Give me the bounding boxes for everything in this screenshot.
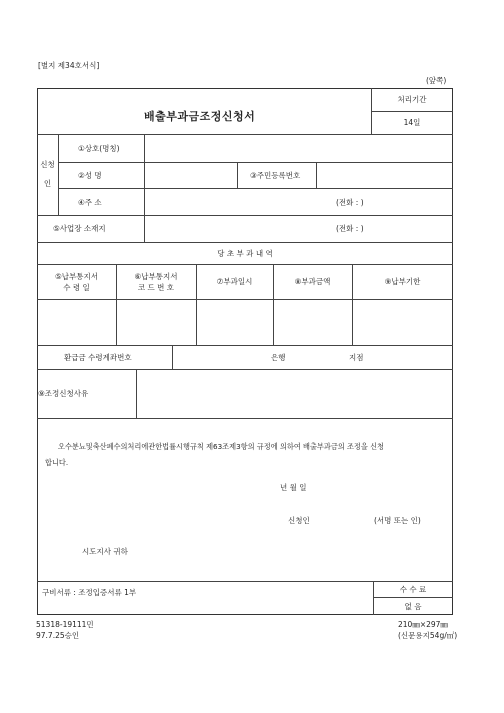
- signature-field[interactable]: (서명 또는 인): [374, 516, 421, 525]
- date-field[interactable]: 년 월 일: [280, 483, 307, 492]
- address-phone-field[interactable]: (전화 : ): [336, 198, 364, 207]
- column-header-levy-amount: ⑧부과금액: [294, 277, 331, 286]
- code-number-cell[interactable]: [117, 300, 195, 344]
- address-label: ④주 소: [78, 198, 102, 207]
- form-code: 51318-19111민: [36, 620, 94, 629]
- required-documents: 구비서류 : 조정입증서류 1부: [42, 588, 137, 597]
- approval-date: 97.7.25승인: [36, 631, 80, 640]
- column-header-receipt-date: ⑤납부통지서: [55, 272, 98, 281]
- applicant-group-label: 신청: [40, 160, 55, 169]
- original-levy-section-title: 당 초 부 과 내 역: [217, 249, 273, 258]
- applicant-group-label-2: 인: [43, 179, 52, 188]
- processing-period-value: 14일: [403, 118, 421, 127]
- paper-type: (신문용지54g/㎡): [398, 631, 458, 640]
- column-header-due-date: ⑨납부기한: [384, 277, 421, 286]
- business-site-label: ⑤사업장 소재지: [53, 224, 106, 233]
- statement-text-2: 합니다.: [45, 458, 69, 467]
- person-name-label: ②성 명: [78, 171, 102, 180]
- refund-account-label: 환급금 수령계좌번호: [64, 353, 132, 362]
- paper-size: 210㎜×297㎜: [398, 620, 448, 629]
- column-header-code-number-2: 코 드 번 호: [137, 283, 175, 292]
- form-number: [별지 제34호서식]: [38, 61, 100, 70]
- receipt-date-cell[interactable]: [38, 300, 115, 344]
- resident-number-label: ③주민등록번호: [250, 171, 301, 180]
- branch-label: 지점: [349, 353, 364, 362]
- form-title: 배출부과금조정신청서: [144, 110, 256, 123]
- adjustment-reason-field[interactable]: [137, 370, 452, 417]
- fee-label: 수 수 료: [399, 585, 427, 594]
- addressee: 시도지사 귀하: [82, 547, 128, 556]
- page-side-label: (앞쪽): [426, 76, 447, 85]
- applicant-signature-label: 신청인: [288, 516, 310, 525]
- processing-period-label: 처리기간: [397, 95, 427, 104]
- person-name-field[interactable]: [145, 163, 236, 187]
- due-date-cell[interactable]: [353, 300, 452, 344]
- business-site-field[interactable]: [145, 216, 335, 241]
- column-header-code-number: ⑥납부통지서: [134, 272, 178, 281]
- bank-label: 은행: [271, 353, 286, 362]
- company-name-label: ①상호(명칭): [78, 144, 120, 153]
- company-name-field[interactable]: [145, 135, 452, 161]
- levy-amount-cell[interactable]: [274, 300, 351, 344]
- column-header-levy-date: ⑦부과일시: [216, 277, 253, 286]
- levy-date-cell[interactable]: [197, 300, 272, 344]
- resident-number-field[interactable]: [317, 163, 452, 187]
- business-site-phone-field[interactable]: (전화 : ): [336, 224, 364, 233]
- refund-account-field[interactable]: [173, 346, 452, 368]
- fee-value: 없 음: [404, 602, 422, 611]
- column-header-receipt-date-2: 수 령 일: [63, 283, 90, 292]
- adjustment-reason-label: ⑨조정신청사유: [38, 389, 89, 398]
- address-field[interactable]: [145, 189, 335, 214]
- statement-text: 오수분뇨및축산폐수의처리에관한법률시행규칙 제63조제3항의 규정에 의하여 배출부과금의 조정을 신청: [58, 442, 384, 451]
